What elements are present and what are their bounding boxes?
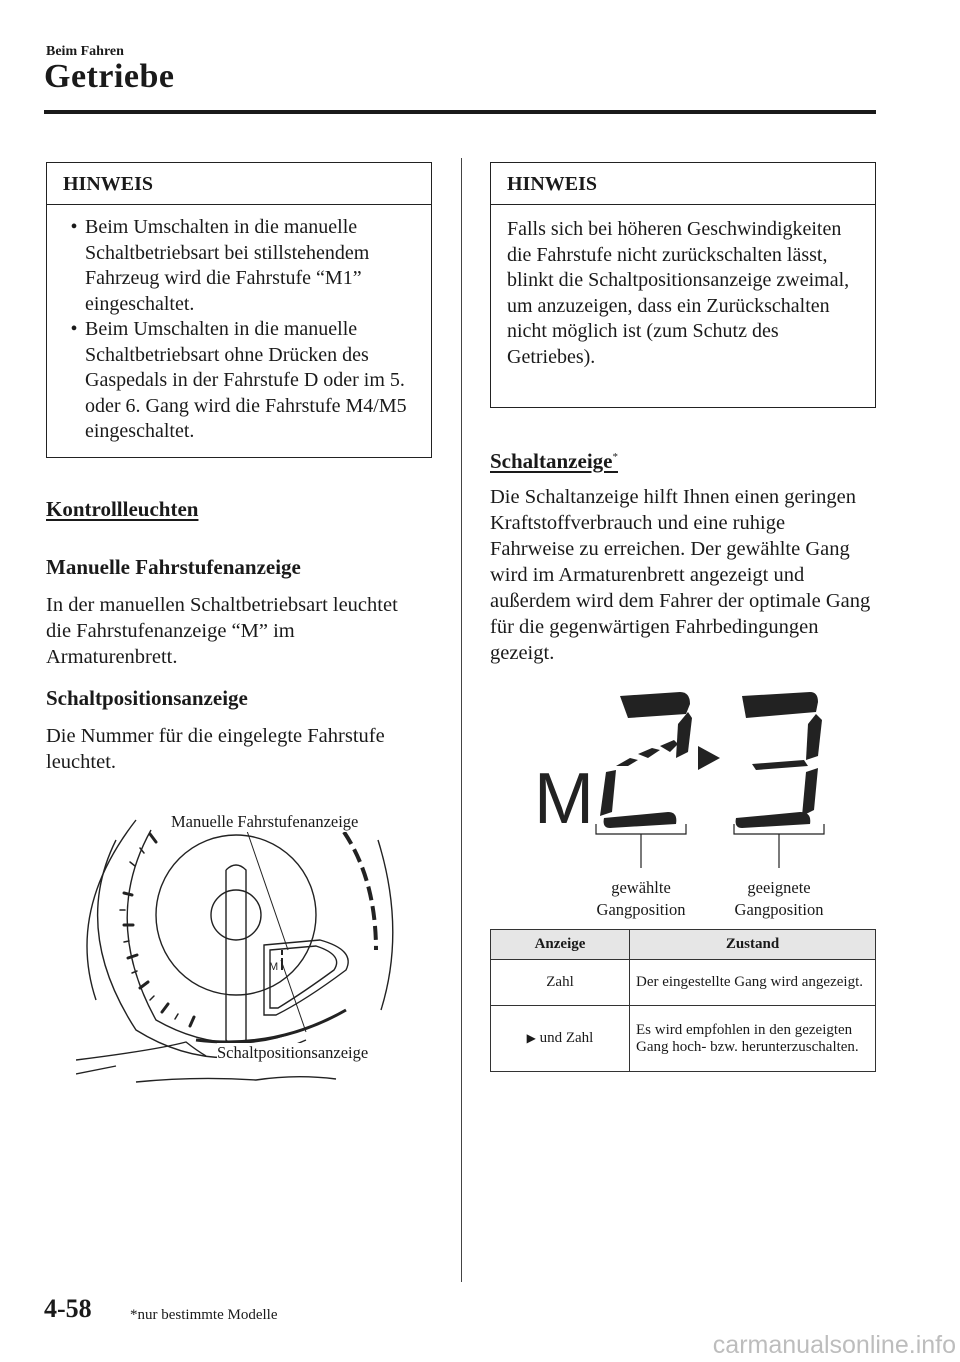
heading-schaltanzeige-text: Schaltanzeige: [490, 449, 613, 473]
table-cell: Zahl: [491, 960, 630, 1006]
footnote: *nur bestimmte Modelle: [130, 1307, 278, 1323]
page-number: 4-58: [44, 1294, 92, 1323]
heading-schaltanzeige: [490, 449, 618, 474]
bullet-dot: •: [70, 318, 78, 340]
paragraph-schaltposition: Die Nummer für die eingelegte Fahrstufe leuchtet.: [46, 725, 385, 773]
subheading-manuelle: Manuelle Fahrstufenanzeige: [46, 555, 301, 579]
note-heading: HINWEIS: [491, 163, 875, 205]
column-divider: [461, 158, 462, 1282]
table-row: [491, 960, 876, 1006]
label-line: Gangposition: [734, 900, 824, 919]
section-label: Beim Fahren: [46, 44, 124, 59]
paragraph-manuelle: In der manuellen Schaltbetriebsart leuchtet die Fahrstufenanzeige “M” im Armaturenbrett.: [46, 594, 398, 668]
page-title: Getriebe: [44, 58, 175, 95]
arrow-icon: ▶: [526, 1031, 536, 1045]
heading-kontrollleuchten: Kontrollleuchten: [46, 497, 199, 521]
bullet-text: Beim Umschalten in die manuelle Schaltbetriebsart bei stillstehendem Fahrzeug wird die Fahrstufe “M1” eingeschaltet.: [85, 216, 370, 315]
footnote-marker: *: [612, 451, 618, 463]
mode-letter: M: [534, 759, 594, 839]
bullet-text: Beim Umschalten in die manuelle Schaltbetriebsart ohne Drücken des Gaspedals in der Fahrstufe D oder im 5. oder 6. Gang wird die Fahrstufe M4/M5 eingeschaltet.: [85, 318, 407, 442]
paragraph-schaltanzeige: Die Schaltanzeige hilft Ihnen einen geringen Kraftstoffverbrauch und eine ruhige Fahrweise zu erreichen. Der gewählte Gang wird im Armaturenbrett angezeigt und außerdem wird dem Fahrer der optimale Gang für die gegenwärtigen Fahrbedingungen gezeigt.: [490, 486, 871, 664]
note-heading: HINWEIS: [47, 163, 431, 205]
indicator-table: [490, 929, 876, 1072]
label-line: Gangposition: [596, 900, 686, 919]
note-body: Falls sich bei höheren Geschwindigkeiten die Fahrstufe nicht zurückschalten lässt, blinkt die Schaltpositionsanzeige zweimal, um anzuzeigen, dass ein Zurückschalten nicht möglich ist (zum Schutz des Getriebes).: [507, 218, 850, 368]
shift-indicator-illustration: [520, 688, 850, 868]
subheading-schaltposition: Schaltpositionsanzeige: [46, 686, 248, 710]
table-row: [491, 1006, 876, 1072]
title-rule: [44, 110, 876, 114]
table-header: Anzeige: [491, 930, 630, 960]
gauge-letter: M: [269, 961, 279, 973]
table-cell: Es wird empfohlen in den gezeigten Gang hoch- bzw. herunterzuschalten.: [630, 1006, 876, 1072]
label-gewaehlte-gangposition: [581, 877, 701, 921]
watermark: carmanualsonline.info: [712, 1331, 956, 1359]
note-bullet: [63, 317, 421, 445]
table-cell: Der eingestellte Gang wird angezeigt.: [630, 960, 876, 1006]
label-geeignete-gangposition: [719, 877, 839, 921]
note-box-left: [46, 162, 432, 458]
label-line: geeignete: [747, 878, 811, 897]
table-header-row: [491, 930, 876, 960]
label-manuelle-fahrstufenanzeige: Manuelle Fahrstufenanzeige: [171, 812, 359, 831]
table-header: Zustand: [630, 930, 876, 960]
note-bullet: [63, 215, 421, 317]
note-body: [47, 205, 431, 445]
bullet-dot: •: [70, 216, 78, 238]
label-schaltpositionsanzeige: Schaltpositionsanzeige: [217, 1043, 369, 1062]
label-line: gewählte: [611, 878, 671, 897]
table-cell-text: und Zahl: [539, 1030, 594, 1046]
note-box-right: [490, 162, 876, 408]
table-cell: [491, 1006, 630, 1072]
